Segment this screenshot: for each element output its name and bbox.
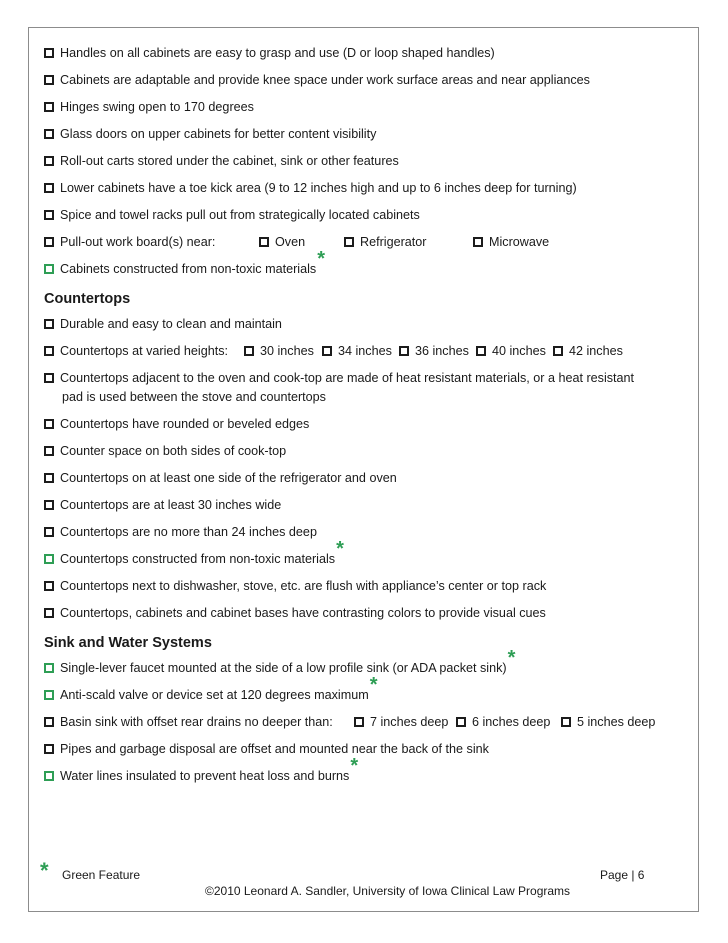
- option-oven: [259, 232, 305, 252]
- checkbox[interactable]: [44, 581, 54, 591]
- option-label: 36 inches: [415, 344, 469, 358]
- green-checkbox[interactable]: [44, 264, 54, 274]
- checkbox[interactable]: [44, 210, 54, 220]
- item-text: Counter space on both sides of cook-top: [60, 444, 287, 458]
- checkbox[interactable]: [322, 346, 332, 356]
- option-5-inches: [561, 712, 655, 732]
- option-label: Microwave: [489, 235, 550, 249]
- heights-label: Countertops at varied heights:: [60, 344, 229, 358]
- option-6-inches: [456, 712, 550, 732]
- item-text: Anti-scald valve or device set at 120 degrees maximum: [60, 688, 369, 702]
- checkbox[interactable]: [44, 608, 54, 618]
- checkbox[interactable]: [44, 156, 54, 166]
- list-item: [44, 70, 694, 97]
- option-label: 34 inches: [338, 344, 392, 358]
- item-text: Countertops, cabinets and cabinet bases have contrasting colors to provide visual cues: [60, 606, 546, 620]
- checkbox[interactable]: [456, 717, 466, 727]
- option-label: 7 inches deep: [370, 715, 449, 729]
- green-checkbox[interactable]: [44, 771, 54, 781]
- list-item: [44, 522, 694, 549]
- copyright: ©2010 Leonard A. Sandler, University of Iowa Clinical Law Programs: [205, 884, 571, 898]
- checkbox[interactable]: [44, 446, 54, 456]
- checkbox[interactable]: [44, 744, 54, 754]
- green-checkbox[interactable]: [44, 554, 54, 564]
- section-heading: Sink and Water Systems: [44, 635, 212, 651]
- option-40: [476, 341, 546, 361]
- pullout-row: [44, 232, 694, 259]
- section-heading: Countertops: [44, 291, 131, 307]
- item-text: Countertops constructed from non-toxic materials: [60, 552, 336, 566]
- item-text: Countertops adjacent to the oven and cook-top are made of heat resistant materials, or a heat resistant: [60, 371, 635, 385]
- item-text: Glass doors on upper cabinets for better content visibility: [60, 127, 377, 141]
- checkbox[interactable]: [44, 48, 54, 58]
- list-item: [44, 647, 694, 685]
- legend-label: Green Feature: [62, 868, 141, 882]
- list-item: [44, 739, 694, 766]
- checkbox[interactable]: [44, 346, 54, 356]
- item-text: Countertops have rounded or beveled edges: [60, 417, 310, 431]
- option-label: 5 inches deep: [577, 715, 656, 729]
- checkbox[interactable]: [244, 346, 254, 356]
- green-star-icon: *: [507, 647, 516, 669]
- option-label: 30 inches: [260, 344, 314, 358]
- green-star-icon: *: [40, 858, 49, 883]
- checkbox[interactable]: [476, 346, 486, 356]
- checkbox[interactable]: [259, 237, 269, 247]
- basin-label: Basin sink with offset rear drains no deeper than:: [60, 715, 333, 729]
- list-item: [44, 468, 694, 495]
- item-text: Single-lever faucet mounted at the side of a low profile sink (or ADA packet sink): [60, 661, 507, 675]
- option-label: 42 inches: [569, 344, 623, 358]
- list-item: [44, 178, 694, 205]
- green-checkbox[interactable]: [44, 663, 54, 673]
- checkbox[interactable]: [44, 527, 54, 537]
- page-number: Page | 6: [600, 868, 645, 882]
- item-text: Countertops are at least 30 inches wide: [60, 498, 282, 512]
- list-item: [44, 538, 694, 576]
- list-item: [44, 368, 694, 414]
- list-item: [44, 495, 694, 522]
- list-item: [44, 97, 694, 124]
- green-star-icon: *: [350, 755, 359, 777]
- item-text: Cabinets constructed from non-toxic materials: [60, 262, 317, 276]
- heights-row: [44, 341, 694, 368]
- item-text: Countertops next to dishwasher, stove, etc. are flush with appliance’s center or top rack: [60, 579, 547, 593]
- checkbox[interactable]: [44, 75, 54, 85]
- checkbox[interactable]: [344, 237, 354, 247]
- option-36: [399, 341, 469, 361]
- item-text: Spice and towel racks pull out from strategically located cabinets: [60, 208, 420, 222]
- checklist-content: [44, 43, 694, 793]
- list-item: [44, 248, 694, 286]
- checkbox[interactable]: [44, 183, 54, 193]
- green-star-icon: *: [336, 538, 344, 560]
- option-label: Refrigerator: [360, 235, 427, 249]
- item-text: Handles on all cabinets are easy to grasp and use (D or loop shaped handles): [60, 46, 495, 60]
- option-label: Oven: [275, 235, 306, 249]
- item-text: Durable and easy to clean and maintain: [60, 317, 282, 331]
- green-star-icon: *: [317, 248, 325, 270]
- checkbox[interactable]: [44, 717, 54, 727]
- checkbox[interactable]: [44, 319, 54, 329]
- option-42: [553, 341, 623, 361]
- checkbox[interactable]: [354, 717, 364, 727]
- option-label: 40 inches: [492, 344, 546, 358]
- option-34: [322, 341, 392, 361]
- checkbox[interactable]: [44, 500, 54, 510]
- checkbox[interactable]: [561, 717, 571, 727]
- option-microwave: [473, 232, 549, 252]
- item-text-continued: pad is used between the stove and countertops: [62, 390, 326, 404]
- list-item: [44, 576, 694, 603]
- green-checkbox[interactable]: [44, 690, 54, 700]
- green-star-icon: *: [369, 674, 378, 696]
- pullout-label: Pull-out work board(s) near:: [60, 235, 216, 249]
- item-text: Roll-out carts stored under the cabinet, sink or other features: [60, 154, 399, 168]
- list-item: [44, 414, 694, 441]
- list-item: [44, 205, 694, 232]
- item-text: Lower cabinets have a toe kick area (9 to 12 inches high and up to 6 inches deep for turning): [60, 181, 577, 195]
- checkbox[interactable]: [553, 346, 563, 356]
- option-30: [244, 341, 314, 361]
- checkbox[interactable]: [44, 473, 54, 483]
- list-item: [44, 755, 694, 793]
- checkbox[interactable]: [44, 419, 54, 429]
- list-item: [44, 441, 694, 468]
- checkbox[interactable]: [44, 102, 54, 112]
- basin-row: [44, 712, 694, 739]
- option-7-inches: [354, 712, 448, 732]
- list-item: [44, 124, 694, 151]
- item-text: Pipes and garbage disposal are offset and mounted near the back of the sink: [60, 742, 489, 756]
- item-text: Countertops on at least one side of the refrigerator and oven: [60, 471, 397, 485]
- item-text: Hinges swing open to 170 degrees: [60, 100, 254, 114]
- list-item: [44, 151, 694, 178]
- item-text: Cabinets are adaptable and provide knee space under work surface areas and near appliances: [60, 73, 590, 87]
- item-text: Countertops are no more than 24 inches deep: [60, 525, 317, 539]
- item-text: Water lines insulated to prevent heat loss and burns: [60, 769, 350, 783]
- checkbox[interactable]: [44, 237, 54, 247]
- checkbox[interactable]: [473, 237, 483, 247]
- checkbox[interactable]: [399, 346, 409, 356]
- list-item: [44, 603, 694, 630]
- list-item: [44, 43, 694, 70]
- list-item: [44, 674, 694, 712]
- option-label: 6 inches deep: [472, 715, 551, 729]
- option-refrigerator: [344, 232, 427, 252]
- checkbox[interactable]: [44, 373, 54, 383]
- checkbox[interactable]: [44, 129, 54, 139]
- list-item: [44, 314, 694, 341]
